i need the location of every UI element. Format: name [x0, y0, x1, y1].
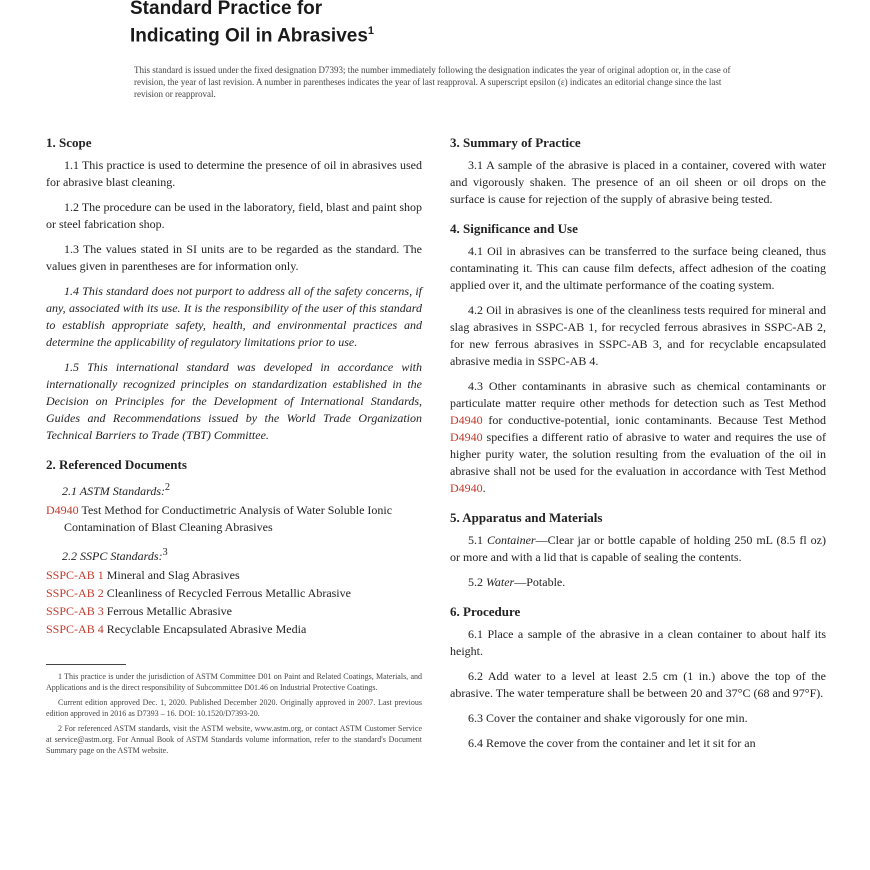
ref-item-d4940[interactable] [46, 502, 422, 536]
apparatus-5-1: 5.1 Container—Clear jar or bottle capable of holding 250 mL (8.5 fl oz) or more and with a lid that is capable of sealing the contents. [450, 533, 827, 564]
document-title [130, 0, 374, 47]
section-referenced-documents [46, 456, 422, 638]
section-scope [46, 134, 422, 444]
ref-title: Cleanliness of Recycled Ferrous Metallic Abrasive [106, 586, 351, 600]
ref-code[interactable]: SSPC-AB 2 [46, 586, 104, 600]
ref-link-d4940[interactable]: D4940 [450, 430, 483, 444]
summary-3-1: 3.1 A sample of the abrasive is placed in a container, covered with water and vigorously shaken. The presence of an oil sheen or oil drops on the surface is cause for rejection of the supply of abrasive being tested. [450, 158, 826, 206]
sspc-standards-label: 2.2 SSPC Standards:$^3$ [62, 547, 168, 563]
right-column [450, 134, 826, 760]
section-summary [450, 134, 826, 208]
ref-title: Test Method for Conductimetric Analysis of Water Soluble Ionic Contamination of Blast Cleaning Abrasives [64, 503, 393, 534]
ref-item-sspc-ab2[interactable] [46, 585, 422, 602]
significance-heading: 4. Significance and Use [450, 221, 578, 236]
footnote-2: 2 For referenced ASTM standards, visit the ASTM website, www.astm.org, or contact ASTM Customer Service at service@astm.org. For Annual Book of ASTM Standards volume information, refer to the standard's Document Summary page on the ASTM website. [46, 724, 422, 755]
section-significance [450, 220, 826, 497]
significance-4-2: 4.2 Oil in abrasives is one of the cleanliness tests required for mineral and slag abrasives in SSPC-AB 1, for recycled ferrous abrasives in SSPC-AB 2, for new ferrous abrasives in SSPC-AB 3, and for recyclable encapsulated abrasive media in SSPC-AB 4. [450, 303, 826, 368]
ref-item-sspc-ab1[interactable] [46, 567, 422, 584]
refs-heading: 2. Referenced Documents [46, 457, 187, 472]
ref-code[interactable]: SSPC-AB 4 [46, 622, 104, 636]
procedure-heading: 6. Procedure [450, 604, 521, 619]
footnote-1: 1 This practice is under the jurisdiction of ASTM Committee D01 on Paint and Related Coatings, Materials, and Applications and is the direct responsibility of Subcommittee D01.46 on Industrial Protective Coatings. [46, 672, 422, 692]
ref-code[interactable]: SSPC-AB 1 [46, 568, 104, 582]
section-procedure [450, 603, 826, 752]
procedure-6-4: 6.4 Remove the cover from the container and let it sit for an [468, 736, 756, 750]
ref-title: Ferrous Metallic Abrasive [106, 604, 233, 618]
ref-item-sspc-ab3[interactable] [46, 603, 422, 620]
ref-code[interactable]: SSPC-AB 3 [46, 604, 104, 618]
ref-link-d4940[interactable]: D4940 [450, 481, 483, 495]
scope-1-2: 1.2 The procedure can be used in the laboratory, field, blast and paint shop or steel fabrication shop. [46, 200, 422, 231]
procedure-6-1: 6.1 Place a sample of the abrasive in a clean container to about half its height. [450, 627, 826, 658]
footnotes [46, 664, 422, 756]
procedure-6-3: 6.3 Cover the container and shake vigorously for one min. [468, 711, 748, 725]
section-apparatus [450, 509, 826, 591]
scope-1-3: 1.3 The values stated in SI units are to be regarded as the standard. The values given in parentheses are for information only. [46, 242, 422, 273]
scope-1-1: 1.1 This practice is used to determine the presence of oil in abrasives used for abrasive blast cleaning. [46, 158, 422, 189]
title-footnote-marker: 1 [367, 25, 375, 37]
headnote: This standard is issued under the fixed designation D7393; the number immediately following the designation indicates the year of original adoption or, in the case of revision, the year of last revision. A number in parentheses indicates the year of last reapproval. A superscript epsilon (ε) indicates an editorial change since the last revision or reapproval. [134, 65, 731, 99]
footnote-divider [46, 664, 126, 665]
footnote-1-edition: Current edition approved Dec. 1, 2020. Published December 2020. Originally approved in 2007. Last previous edition approved in 2016 as D7393 – 16. DOI: 10.1520/D7393-20. [46, 698, 422, 718]
title-line-1: Standard Practice for [130, 0, 323, 19]
left-column [46, 134, 422, 760]
significance-4-1: 4.1 Oil in abrasives can be transferred to the surface being cleaned, thus contaminating it. This can cause film defects, affect adhesion of the coating applied over it, and the ultimate performance of the coating system. [450, 244, 826, 292]
ref-code[interactable]: D4940 [46, 503, 79, 517]
ref-link-d4940[interactable]: D4940 [450, 413, 483, 427]
title-line-2: Indicating Oil in Abrasives$^1$ [130, 25, 375, 47]
apparatus-heading: 5. Apparatus and Materials [450, 510, 603, 525]
scope-1-5: 1.5 This international standard was developed in accordance with internationally recognized principles on standardization established in the Decision on Principles for the Development of International Standards, Guides and Recommendations issued by the World Trade Organization Technical Barriers to Trade (TBT) Committee. [46, 360, 422, 442]
significance-4-3: 4.3 Other contaminants in abrasive such as chemical contaminants or particulate matter require other methods for detection such as Test Method D4940 for conductive-potential, ionic contaminants. Because Test Method D4940 specifies a different ratio of abrasive to water and requires the use of higher purity water, the solution resulting from the evaluation of the oil in abrasive shall not be used for the evaluation in accordance with Test Method D4940. [450, 379, 826, 495]
astm-standards-label: 2.1 ASTM Standards:$^2$ [62, 482, 171, 498]
procedure-6-2: 6.2 Add water to a level at least 2.5 cm (1 in.) above the top of the abrasive. The water temperature shall be between 20 and 37°C (68 and 97°F). [450, 669, 826, 700]
summary-heading: 3. Summary of Practice [450, 135, 581, 150]
scope-heading: 1. Scope [46, 135, 92, 150]
ref-item-sspc-ab4[interactable] [46, 621, 422, 638]
scope-1-4: 1.4 This standard does not purport to address all of the safety concerns, if any, associated with its use. It is the responsibility of the user of this standard to establish appropriate safety, health, and environmental practices and determine the applicability of regulatory limitations prior to use. [46, 284, 422, 349]
ref-title: Recyclable Encapsulated Abrasive Media [106, 622, 307, 636]
apparatus-5-2: 5.2 Water—Potable. [468, 575, 566, 589]
ref-title: Mineral and Slag Abrasives [106, 568, 240, 582]
